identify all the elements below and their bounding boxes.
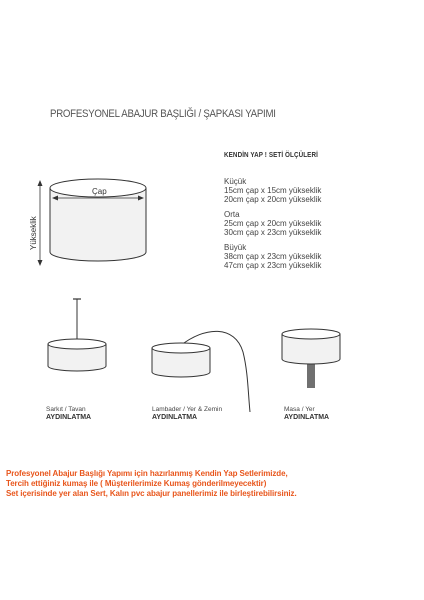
size-line: 47cm çap x 23cm yükseklik	[224, 261, 322, 270]
size-line: 15cm çap x 15cm yükseklik	[224, 186, 322, 195]
size-line: 20cm çap x 20cm yükseklik	[224, 195, 322, 204]
caption-floor-sub: AYDINLATMA	[152, 414, 198, 421]
caption-table	[284, 406, 329, 422]
caption-pendant-name: Sarkıt / Tavan	[46, 406, 86, 413]
size-group-name: Orta	[224, 210, 240, 219]
info-note-line: Profesyonel Abajur Başlığı Yapımı için hazırlanmış Kendin Yap Setlerimizde,	[6, 468, 288, 478]
size-group-small	[224, 177, 414, 204]
size-group-medium	[224, 210, 414, 237]
main-shade-body	[50, 188, 146, 261]
size-line: 30cm çap x 23cm yükseklik	[224, 228, 322, 237]
table-shade-top	[282, 329, 340, 339]
caption-floor	[152, 406, 222, 422]
info-note-line: Tercih ettiğiniz kumaş ile ( Müşterilerimize Kumaş gönderilmeyecektir)	[6, 478, 267, 488]
size-group-large	[224, 243, 414, 270]
table-lamp-stand	[307, 362, 315, 388]
caption-table-sub: AYDINLATMA	[284, 414, 330, 421]
height-arrow-head-down	[38, 260, 43, 266]
size-group-name: Büyük	[224, 243, 247, 252]
size-line: 25cm çap x 20cm yükseklik	[224, 219, 322, 228]
diameter-label: Çap	[92, 187, 107, 196]
height-arrow-head-up	[38, 180, 43, 186]
caption-floor-name: Lambader / Yer & Zemin	[152, 406, 223, 413]
floor-shade-top	[152, 343, 210, 353]
info-note	[6, 468, 422, 498]
info-note-line: Set içerisinde yer alan Sert, Kalın pvc abajur panellerimiz ile birleştirebilirsiniz.	[6, 488, 297, 498]
caption-pendant	[46, 406, 91, 422]
size-list	[224, 152, 414, 276]
size-list-heading: KENDİN YAP ! SETİ ÖLÇÜLERİ	[224, 152, 318, 159]
size-line: 38cm çap x 23cm yükseklik	[224, 252, 322, 261]
caption-table-name: Masa / Yer	[284, 406, 315, 413]
height-label: Yükseklik	[29, 216, 38, 250]
caption-pendant-sub: AYDINLATMA	[46, 414, 92, 421]
size-group-name: Küçük	[224, 177, 247, 186]
page-title: PROFESYONEL ABAJUR BAŞLIĞI / ŞAPKASI YAPIMI	[50, 108, 276, 120]
pendant-shade-top	[48, 339, 106, 349]
